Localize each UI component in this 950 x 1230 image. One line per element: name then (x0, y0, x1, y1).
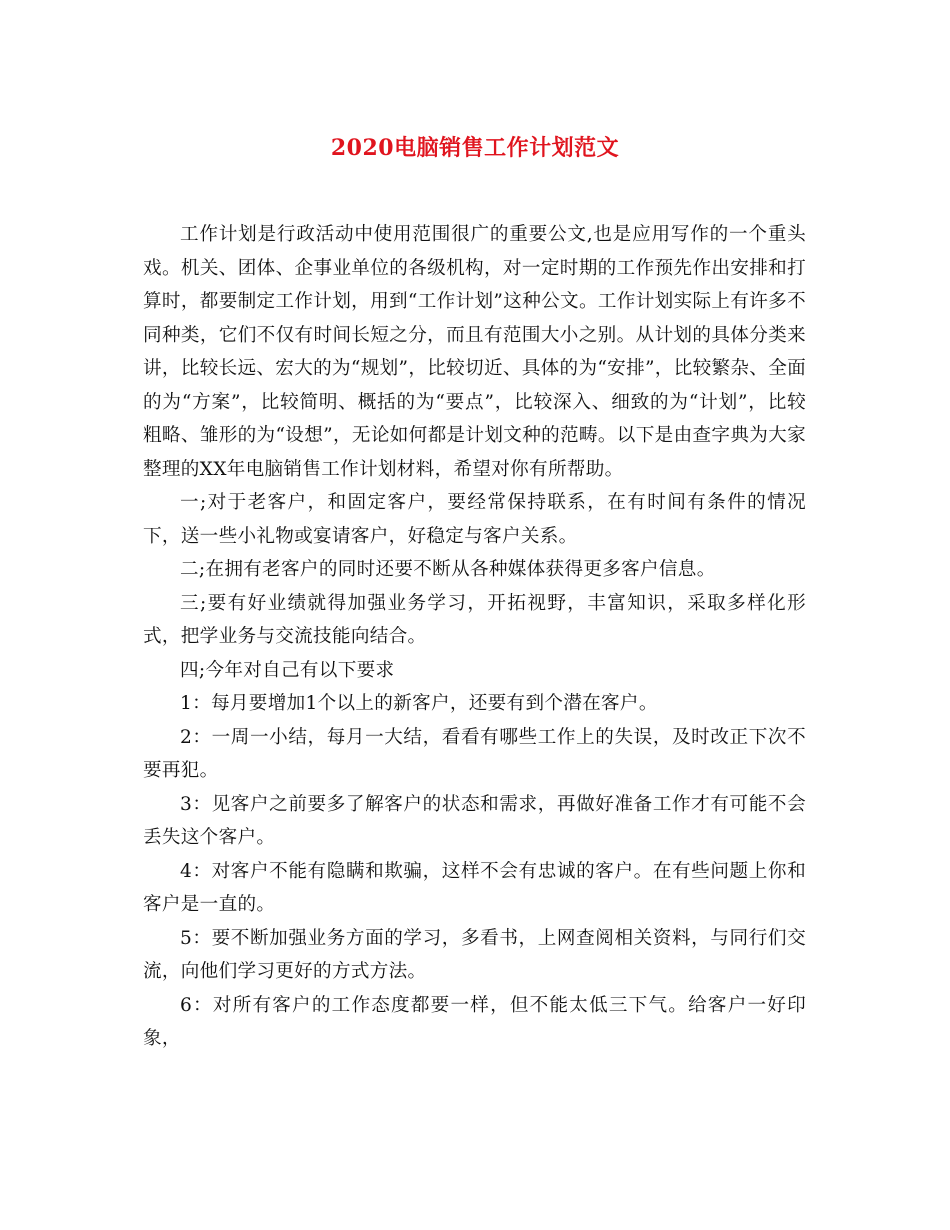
paragraph-intro: 工作计划是行政活动中使用范围很广的重要公文,也是应用写作的一个重头戏。机关、团体、企事业单位的各级机构，对一定时期的工作预先作出安排和打算时，都要制定工作计划，用到“工作计划”这种公文。工作计划实际上有许多不同种类，它们不仅有时间长短之分，而且有范围大小之别。从计划的具体分类来讲，比较长远、宏大的为“规划”，比较切近、具体的为“安排”，比较繁杂、全面的为“方案”，比较简明、概括的为“要点”，比较深入、细致的为“计划”，比较粗略、雏形的为“设想”，无论如何都是计划文种的范畴。以下是由查字典为大家整理的XX年电脑销售工作计划材料，希望对你有所帮助。 (143, 224, 806, 480)
requirement-5: 5：要不断加强业务方面的学习，多看书，上网查阅相关资料，与同行们交流，向他们学习更好的方式方法。 (143, 927, 806, 982)
requirement-1: 1：每月要增加1个以上的新客户，还要有到个潜在客户。 (180, 693, 658, 714)
paragraph-item-1: 一;对于老客户，和固定客户，要经常保持联系，在有时间有条件的情况下，送一些小礼物或宴请客户，好稳定与客户关系。 (143, 492, 806, 547)
document-body (143, 218, 806, 1056)
requirement-6: 6：对所有客户的工作态度都要一样，但不能太低三下气。给客户一好印象， (143, 994, 806, 1049)
paragraph-item-2: 二;在拥有老客户的同时还要不断从各种媒体获得更多客户信息。 (180, 559, 716, 580)
requirement-4: 4：对客户不能有隐瞒和欺骗，这样不会有忠诚的客户。在有些问题上你和客户是一直的。 (143, 860, 806, 915)
document-title: 2020电脑销售工作计划范文 (330, 135, 620, 161)
requirement-3: 3：见客户之前要多了解客户的状态和需求，再做好准备工作才有可能不会丢失这个客户。 (143, 793, 806, 848)
paragraph-item-4: 四;今年对自己有以下要求 (180, 659, 395, 681)
paragraph-item-3: 三;要有好业绩就得加强业务学习，开拓视野，丰富知识，采取多样化形式，把学业务与交流技能向结合。 (143, 592, 806, 647)
requirement-2: 2：一周一小结，每月一大结，看看有哪些工作上的失误，及时改正下次不要再犯。 (143, 726, 806, 781)
